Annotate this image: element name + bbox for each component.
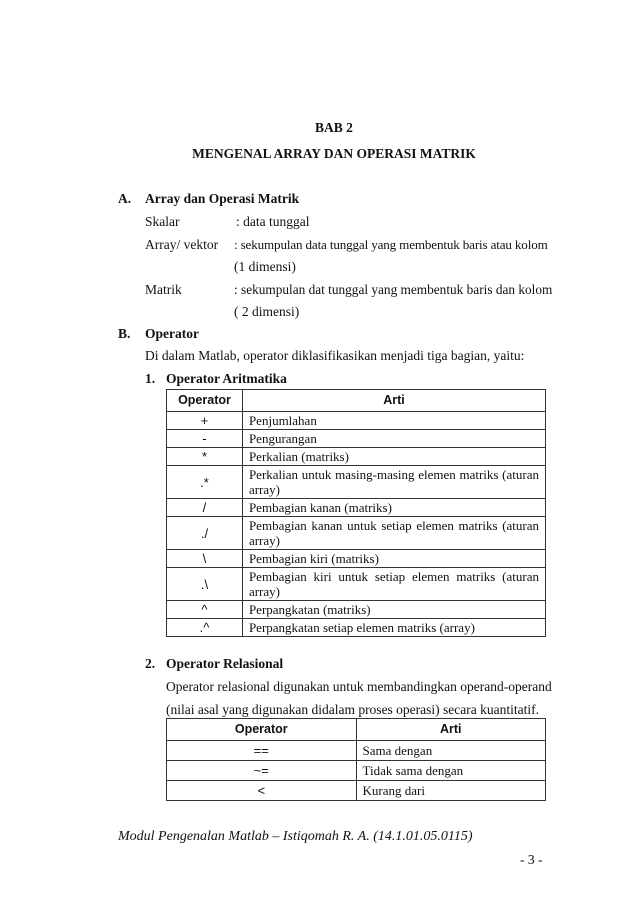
table-row	[167, 568, 546, 601]
table-row	[167, 761, 546, 781]
table-header-row	[167, 390, 546, 412]
footer-text: Modul Pengenalan Matlab – Istiqomah R. A. (14.1.01.05.0115)	[118, 829, 473, 844]
section-b-title: Operator	[145, 326, 199, 341]
meaning-cell: Kurang dari	[356, 781, 545, 801]
operator-cell: .^	[167, 619, 243, 637]
meaning-cell: Pembagian kanan (matriks)	[242, 499, 545, 517]
arith-title: Operator Aritmatika	[166, 371, 287, 386]
section-b-intro: Di dalam Matlab, operator diklasifikasikan menjadi tiga bagian, yaitu:	[145, 348, 525, 363]
table-row	[167, 499, 546, 517]
chapter-title: MENGENAL ARRAY DAN OPERASI MATRIK	[192, 146, 476, 161]
section-b-label: B.	[118, 326, 131, 341]
operator-cell: <	[167, 781, 357, 801]
operator-cell: .*	[167, 466, 243, 499]
table-header-row	[167, 719, 546, 741]
operator-cell: -	[167, 430, 243, 448]
relational-paragraph-line-1: Operator relasional digunakan untuk membandingkan operand-operand	[166, 679, 552, 694]
meaning-cell: Perkalian (matriks)	[242, 448, 545, 466]
relational-label: 2.	[145, 656, 156, 671]
table-row	[167, 430, 546, 448]
meaning-cell: Perpangkatan (matriks)	[242, 601, 545, 619]
def-term-matrix: Matrik	[145, 282, 182, 297]
operator-cell: /	[167, 499, 243, 517]
relational-paragraph-line-2: (nilai asal yang digunakan didalam proses operasi) secara kuantitatif.	[166, 702, 539, 717]
relational-title: Operator Relasional	[166, 656, 284, 671]
operator-cell: \	[167, 550, 243, 568]
table-header-operator: Operator	[167, 719, 357, 741]
meaning-cell: Pengurangan	[242, 430, 545, 448]
meaning-cell: Tidak sama dengan	[356, 761, 545, 781]
operator-cell: .\	[167, 568, 243, 601]
section-a-title: Array dan Operasi Matrik	[145, 191, 300, 206]
def-desc-array: : sekumpulan data tunggal yang membentuk baris atau kolom	[234, 237, 548, 252]
arith-label: 1.	[145, 371, 156, 386]
table-row	[167, 550, 546, 568]
arith-operator-table	[166, 389, 546, 637]
meaning-cell: Perpangkatan setiap elemen matriks (array)	[242, 619, 545, 637]
def-desc-array-2: (1 dimensi)	[234, 259, 296, 274]
meaning-cell: Pembagian kanan untuk setiap elemen matriks (aturan array)	[242, 517, 545, 550]
table-row	[167, 448, 546, 466]
chapter-number: BAB 2	[315, 120, 353, 135]
table-row	[167, 619, 546, 637]
meaning-cell: Penjumlahan	[242, 412, 545, 430]
def-term-scalar: Skalar	[145, 214, 180, 229]
table-row	[167, 781, 546, 801]
operator-cell: ==	[167, 741, 357, 761]
meaning-cell: Perkalian untuk masing-masing elemen matriks (aturan array)	[242, 466, 545, 499]
meaning-cell: Pembagian kiri (matriks)	[242, 550, 545, 568]
operator-cell: +	[167, 412, 243, 430]
table-header-arti: Arti	[356, 719, 545, 741]
operator-cell: ^	[167, 601, 243, 619]
meaning-cell: Pembagian kiri untuk setiap elemen matriks (aturan array)	[242, 568, 545, 601]
table-header-arti: Arti	[242, 390, 545, 412]
def-desc-matrix: : sekumpulan dat tunggal yang membentuk baris dan kolom	[234, 282, 553, 297]
table-row	[167, 412, 546, 430]
operator-cell: ./	[167, 517, 243, 550]
def-desc-scalar: : data tunggal	[236, 214, 310, 229]
table-row	[167, 741, 546, 761]
table-row	[167, 517, 546, 550]
page-number: - 3 -	[520, 852, 543, 867]
table-header-operator: Operator	[167, 390, 243, 412]
def-desc-matrix-2: ( 2 dimensi)	[234, 304, 300, 319]
operator-cell: ~=	[167, 761, 357, 781]
table-row	[167, 466, 546, 499]
operator-cell: *	[167, 448, 243, 466]
def-term-array: Array/ vektor	[145, 237, 219, 252]
table-row	[167, 601, 546, 619]
meaning-cell: Sama dengan	[356, 741, 545, 761]
section-a-label: A.	[118, 191, 132, 206]
relational-operator-table	[166, 718, 546, 801]
